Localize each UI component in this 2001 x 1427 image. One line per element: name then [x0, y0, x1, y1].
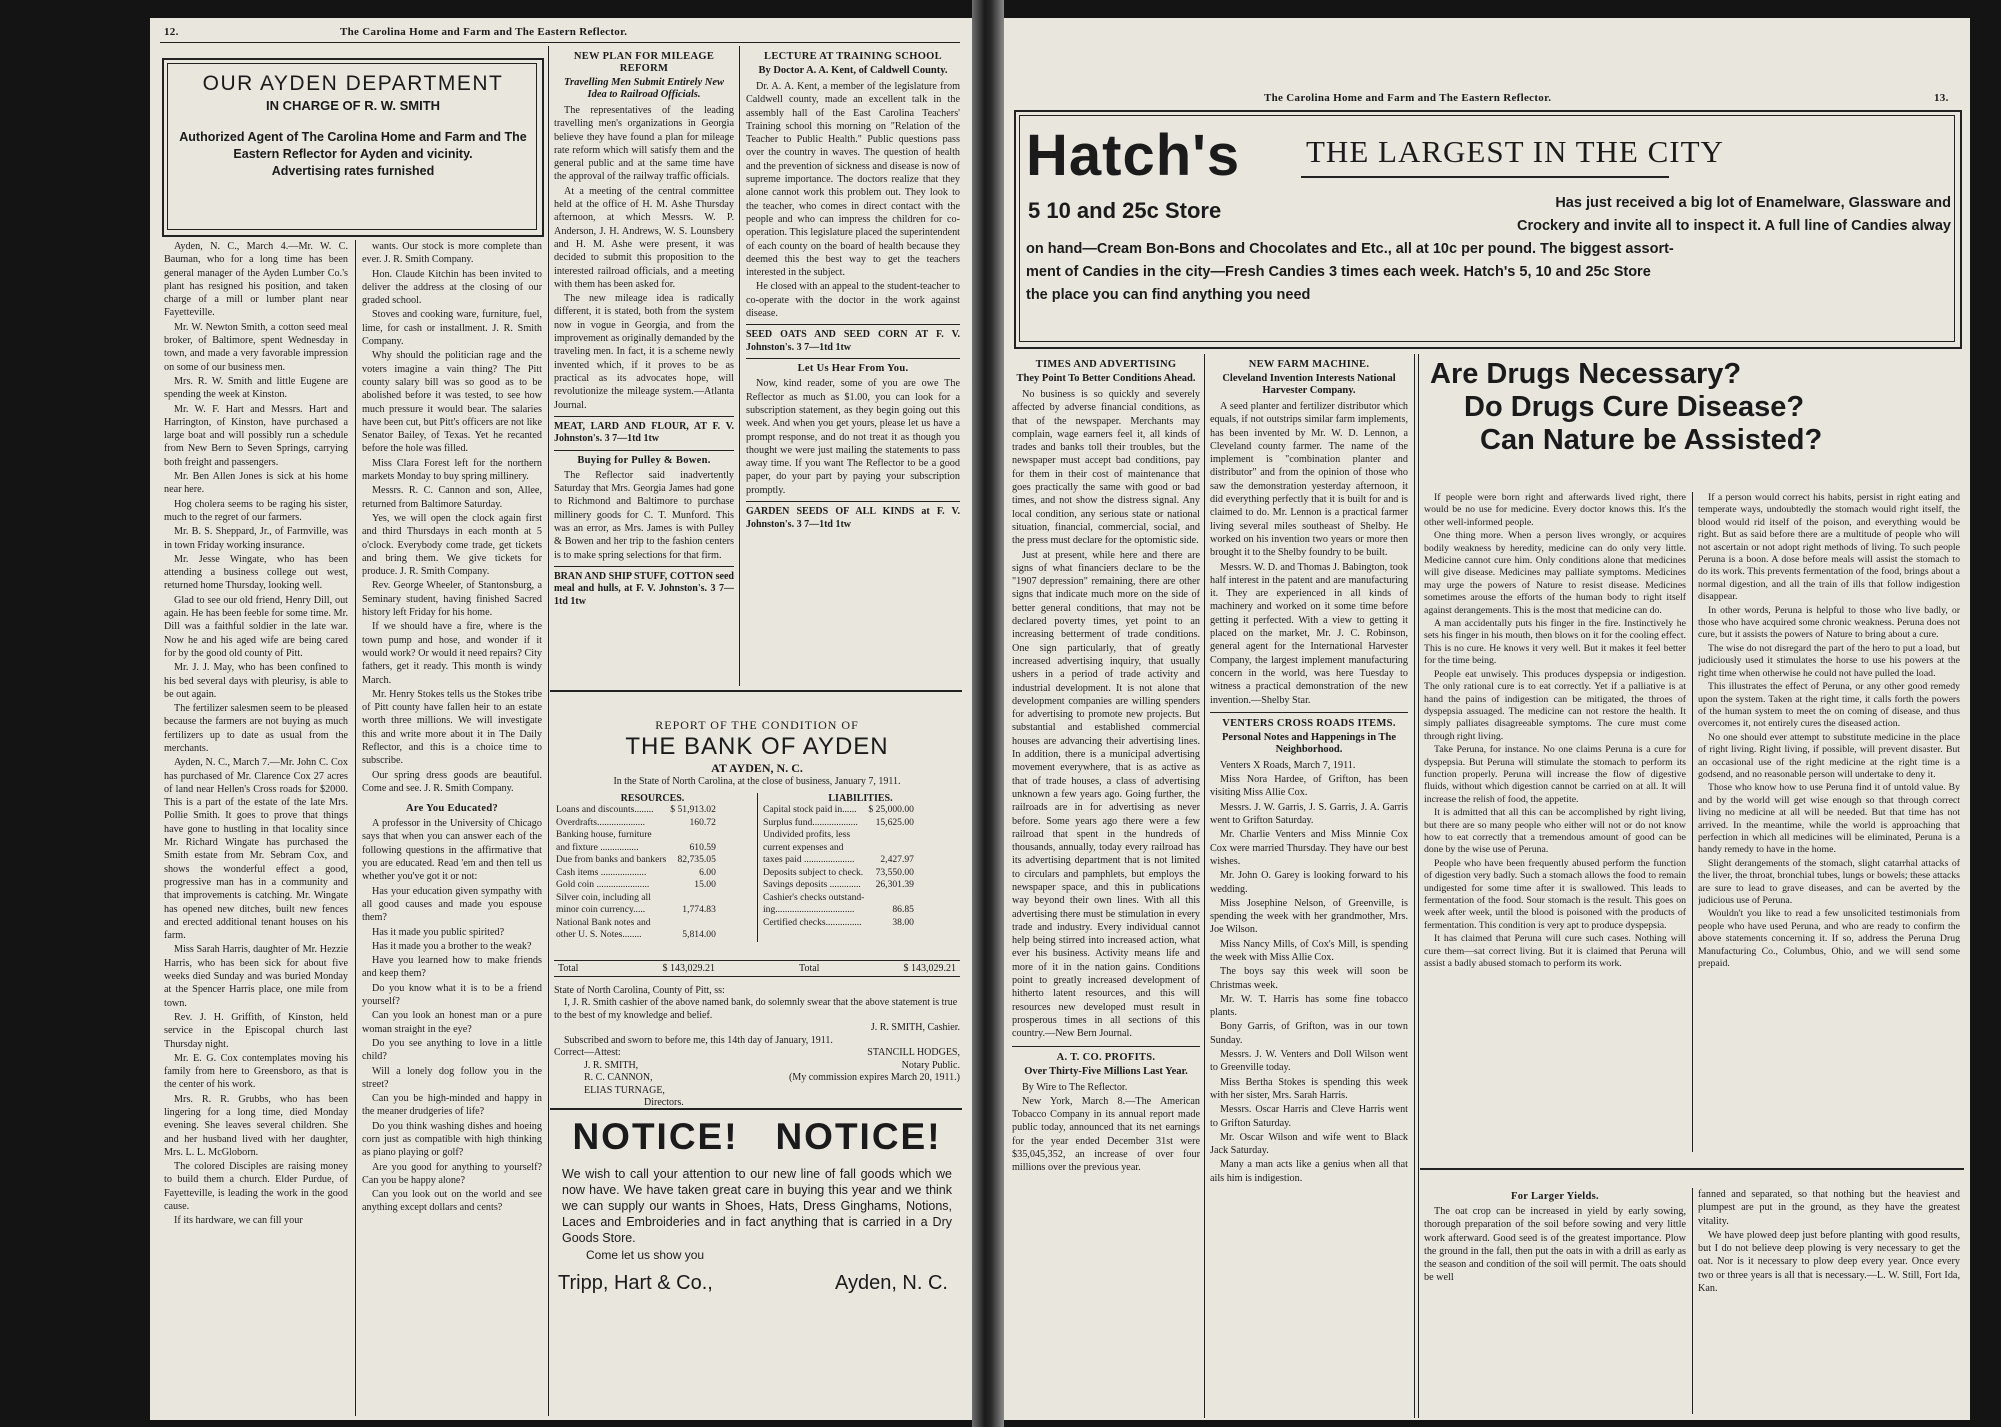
bank-liabilities-label: LIABILITIES.	[828, 793, 893, 804]
dept-agent-line-2: Eastern Reflector for Ayden and vicinity.	[233, 147, 473, 161]
ayden-news-column-1	[164, 240, 348, 1418]
drugs-paragraph: Wouldn't you like to read a few unsolicited testimonials from people who have used Peruna, and who are ready to confirm the above statements concerning it. If so, address the Peruna Drug Manufacturing Co., Columbus, Ohio, and we will send some prepaid.	[1698, 908, 1960, 970]
right-page	[1004, 18, 1970, 1420]
bank-total-liabilities: $ 143,029.21	[903, 962, 956, 974]
bank-subscribed: Subscribed and sworn to before me, this 14th day of January, 1911.	[564, 1034, 833, 1046]
bank-resource-row-label: Banking house, furniture	[556, 829, 652, 840]
hatch-line-5: the place you can find anything you need	[1026, 287, 1311, 303]
venters-paragraph: Mr. Oscar Wilson and wife went to Black Jack Saturday.	[1210, 1131, 1408, 1157]
venters-paragraph: Messrs. J. W. Venters and Doll Wilson went to Greenville today.	[1210, 1049, 1408, 1074]
educated-paragraph: Do you think washing dishes and hoeing corn just as compatible with high thinking as piano playing or golf?	[362, 1120, 542, 1159]
news-paragraph: Ayden, N. C., March 7.—Mr. John C. Cox has purchased of Mr. Clarence Cox 27 acres of land near Hellen's Cross roads for $2000. This is a part of the estate of the late Mrs. Pollie Smith. It goes to prove that things have gone to hustling in that locality since Mr. Richard Wingate has purchased the Smith estate from Mr. Sebram Cox, and shows the wonderful effect a good, progressive man has in a community and that improvements is catching. Mr. Wingate has opened new ditches, built new fences and erected additional tenant houses on his farm.	[164, 757, 348, 942]
hatch-line-3: on hand—Cream Bon-Bons and Chocolates and Etc., all at 10c per pound. The biggest assort-	[1026, 241, 1674, 257]
meat-ad: MEAT, LARD AND FLOUR, AT F. V. Johnston's. 3 7—1td 1tw	[554, 420, 734, 445]
bank-liability-row-value	[866, 892, 916, 905]
bran-ad: BRAN AND SHIP STUFF, COTTON seed meal and hulls, at F. V. Johnston's. 3 7—1td 1tw	[554, 570, 734, 607]
bank-resource-row	[554, 854, 718, 867]
bank-place: AT AYDEN, N. C.	[711, 761, 803, 775]
educated-paragraph: Can you look an honest man or a pure woman straight in the eye?	[362, 1010, 542, 1035]
bank-liability-row	[761, 817, 916, 830]
news-paragraph: Hog cholera seems to be raging his sister, much to the regret of our farmers.	[164, 498, 348, 523]
hatch-ad	[1014, 110, 1962, 349]
bank-director: R. C. CANNON,	[584, 1072, 653, 1083]
educated-paragraph: Do you see anything to love in a little child?	[362, 1037, 542, 1063]
dept-agent-line-3: Advertising rates furnished	[271, 164, 435, 178]
yields-heading: For Larger Yields.	[1511, 1191, 1599, 1202]
educated-paragraph: Will a lonely dog follow you in the street?	[362, 1065, 542, 1090]
bank-liability-row-value: 73,550.00	[875, 866, 914, 878]
bank-liability-row-value: $ 25,000.00	[868, 804, 914, 815]
drugs-line-2: Do Drugs Cure Disease?	[1464, 391, 1805, 423]
yields-text-a: The oat crop can be increased in yield by early sowing, thorough preparation of the soil before sowing and very little work afterward. Good seed is of the greatest importance. Plow the ground in the fall, then put the oats in with a drill as early as the season and condition of the soil will permit. The oats should be well	[1424, 1206, 1686, 1284]
news-paragraph: Mr. Ben Allen Jones is sick at his home near here.	[164, 471, 348, 496]
hatch-line-2: Crockery and invite all to inspect it. A full line of Candies alway	[1516, 218, 1951, 234]
drugs-line-3: Can Nature be Assisted?	[1480, 424, 1823, 456]
news-paragraph: Stoves and cooking ware, furniture, fuel, lime, for cash or installment. J. R. Smith Company.	[362, 309, 542, 348]
dept-title: OUR AYDEN DEPARTMENT	[202, 72, 504, 95]
farm-paragraph: A seed planter and fertilizer distributor which equals, if not outstrips similar farm implements, has been invented by Mr. W. D. Lennon, a Cleveland county farmer. The name of the implement is "combination planter and distributor" and from the opinion of those who saw the demonstration yesterday afternoon, it did everything perfectly that it is built for and is claimed to do. Mr. Lennon is a practical farmer living several miles southeast of Shelby. He worked on his invention two years or more then brought it to the Shelby foundry to be built.	[1210, 401, 1408, 559]
bank-state-line: In the State of North Carolina, at the close of business, January 7, 1911.	[613, 776, 901, 787]
bank-liability-row-label: Certified checks...............	[763, 916, 862, 928]
drugs-column-b	[1698, 492, 1960, 1152]
news-paragraph: Miss Clara Forest left for the northern markets Monday to buy spring millinery.	[362, 457, 542, 483]
venters-paragraph: Miss Bertha Stokes is spending this week with her sister, Mrs. Sarah Harris.	[1210, 1076, 1408, 1101]
times-advertising-column	[1012, 356, 1200, 1416]
venters-paragraph: Mr. W. T. Harris has some fine tobacco plants.	[1210, 993, 1408, 1019]
venters-paragraph: Many a man acts like a genius when all that ails him is indigestion.	[1210, 1159, 1408, 1184]
drugs-paragraph: A man accidentally puts his finger in the fire. Instinctively he sets his finger in his mouth, then blows on it for the cooling effect. This is no cure. He knows it very well. But it makes it feel better for the time being.	[1424, 618, 1686, 667]
news-paragraph: If we should have a fire, where is the town pump and hose, and wonder if it would work? Or would it need repairs? City fathers, get it ready. This month is windy March.	[362, 621, 542, 686]
drugs-paragraph: The wise do not disregard the part of the hero to put a load, but judiciously used it stimulates the horse to use his powers at the right time when otherwise he could not have pulled the load.	[1698, 642, 1960, 679]
bank-resource-row-label: and fixture ................	[556, 841, 639, 853]
bank-liability-row-value	[866, 842, 916, 855]
news-paragraph: Ayden, N. C., March 4.—Mr. W. C. Bauman, who for a long time has been general manager of the Ayden Lumber Co.'s plant has resigned his position, and taken charge of a mill or lumber plant near Fayetteville.	[164, 241, 348, 319]
drugs-paragraph: Take Peruna, for instance. No one claims Peruna is a cure for dyspepsia. But Peruna will stimulate the stomach to perform its function properly. Peruna will increase the flow of digestive fluids, without which digestion cannot be carried on at all. It will increase the relish of food, the appetite.	[1424, 744, 1686, 805]
atco-subheading: Over Thirty-Five Millions Last Year.	[1024, 1065, 1188, 1077]
lecture-column	[746, 48, 960, 688]
bank-liability-row-value: 26,301.39	[875, 879, 914, 890]
bank-resource-row	[554, 842, 718, 855]
lecture-subheading: By Doctor A. A. Kent, of Caldwell County.	[758, 65, 948, 76]
bank-resource-row	[554, 867, 718, 880]
venters-paragraph: The boys say this week will soon be Christmas week.	[1210, 966, 1408, 991]
bank-resource-row-value	[668, 917, 718, 930]
bank-resource-row-label: Silver coin, including all	[556, 891, 651, 903]
news-paragraph: Mr. W. Newton Smith, a cotton seed meal broker, of Baltimore, spent Wednesday in town, and made a very favorable impression on some of our business men.	[164, 321, 348, 373]
bank-total-label-2: Total	[799, 962, 820, 974]
dept-subtitle: IN CHARGE OF R. W. SMITH	[265, 98, 441, 113]
hatch-line-1: Has just received a big lot of Enamelware, Glassware and	[1555, 195, 1951, 211]
bank-resource-row-label: Gold coin ......................	[556, 879, 650, 890]
news-paragraph: The fertilizer salesmen seem to be pleased because the farmers are not buying as much fertilizers up to date as usual from the merchants.	[164, 703, 348, 754]
bank-liability-row	[761, 804, 916, 817]
bank-correct-attest: Correct—Attest:	[554, 1047, 621, 1058]
mileage-paragraph: At a meeting of the central committee held at the office of H. M. Ashe Thursday afternoon, at which Messrs. W. P. Anderson, J. H. Andrews, W. S. Lounsbery and H. M. Ashe were present, it was decided to submit this proposition to the interested railroad officials, and a meeting with them has been asked for.	[554, 185, 734, 290]
bank-directors-label: Directors.	[644, 1097, 684, 1108]
farm-venters-column	[1210, 356, 1408, 1416]
bank-liability-row	[761, 867, 916, 880]
bank-resource-row	[554, 804, 718, 817]
news-paragraph: Mr. E. G. Cox contemplates moving his family from here to Greensboro, as that is the center of his work.	[164, 1052, 348, 1091]
bank-resource-row-value: 82,735.05	[677, 854, 716, 865]
bank-liability-row	[761, 917, 916, 930]
drugs-paragraph: One thing more. When a person lives wrongly, or acquires bodily weakness by heredity, medicine can do only very little. Medicine cannot cure him. Only conditions alone that medicines will give disease. Medicines may palliate symptoms. Medicines may urge the powers of Nature to resist disease. Medicines sometimes arouse the efforts of the human body to right itself against derangements. This is the most that medicine can do.	[1424, 530, 1686, 616]
bank-resource-row	[554, 817, 718, 830]
bank-resource-row	[554, 904, 718, 917]
bank-liability-row-value: 38.00	[892, 916, 914, 928]
bank-liability-row-value: 15,625.00	[875, 816, 914, 828]
notice-word-1: NOTICE!	[572, 1116, 739, 1157]
bank-resource-row	[554, 879, 718, 892]
yields-column-b	[1698, 1188, 1960, 1414]
news-paragraph: Miss Sarah Harris, daughter of Mr. Hezzie Harris, who has been sick for about five weeks died Sunday and was buried Monday at the Spencer Harris place, one mile from town.	[164, 944, 348, 1009]
bank-resource-row-label: minor coin currency.....	[556, 904, 646, 915]
yields-article	[1424, 1188, 1964, 1416]
bank-resource-row-label: Due from banks and bankers	[556, 854, 667, 865]
bank-resource-row-label: Overdrafts....................	[556, 816, 645, 828]
drugs-paragraph: People who have been frequently abused perform the function of digestion very badly. Such a stomach allows the food to remain undigested for some time after it is swallowed. This leads to fermentation of the food. Sour stomach is the result. This goes on week after week, until the blood is poisoned with the products of fermentation. This condition is very apt to produce dyspepsia.	[1424, 857, 1686, 931]
bank-resource-row-value	[668, 829, 718, 842]
bank-resource-row-label: Loans and discounts........	[556, 804, 654, 815]
drugs-paragraph: No one should ever attempt to substitute medicine in the place of right living. Right living, if possible, will prevent disaster. But an occasional use of the right medicine at the right time is a godsend, and no reasonable person will undertake to deny it.	[1698, 731, 1960, 780]
ayden-department-box	[162, 58, 544, 237]
educated-paragraph: A professor in the University of Chicago says that when you can answer each of the following questions in the affirmative that you are educated. Read 'em and then tell us whether you've got it or not:	[362, 818, 542, 883]
drugs-paragraph: It has claimed that Peruna will cure such cases. Nothing will cure them—sat correct living. But it is claimed that Peruna will assist a badly abused stomach to perform its work.	[1424, 933, 1686, 970]
bank-resource-row-value: 610.59	[689, 841, 716, 853]
bank-total-label: Total	[558, 962, 579, 974]
times-paragraph: No business is so quickly and severely affected by adverse financial conditions, as that of the newspaper. Merchants may complain, wage earners feel it, all kinds of trades and banks toll their troubles, but the newspaper must accept bad conditions, pay for them in their cost of maintenance that goes practically the same with good or bad times, and not show the distress signal. Any local condition, any serious state or national situation, financial, commercial, social, and the press must declare for the optomistic side.	[1012, 389, 1200, 547]
atco-paragraph: New York, March 8.—The American Tobacco Company in its annual report made public today, announced that its net earnings for the year ended December 31st were $35,045,352, an increase of over four millions over the previous year.	[1012, 1095, 1200, 1174]
news-paragraph: wants. Our stock is more complete than ever. J. R. Smith Company.	[362, 241, 542, 266]
notice-firm: Tripp, Hart & Co.,	[558, 1272, 713, 1294]
educated-paragraph: Has your education given sympathy with all good causes and made you espouse them?	[362, 885, 542, 924]
notice-word-2: NOTICE!	[775, 1116, 942, 1157]
bank-name: THE BANK OF AYDEN	[625, 733, 889, 760]
bank-resource-row-value: 1,774.83	[682, 904, 716, 915]
educated-paragraph: Can you be high-minded and happy in the meaner drudgeries of life?	[362, 1093, 542, 1118]
mileage-heading: NEW PLAN FOR MILEAGE REFORM	[573, 51, 715, 74]
bank-resource-row-value: 6.00	[699, 866, 716, 878]
news-paragraph: Rev. J. H. Griffith, of Kinston, held service in the Episcopal church last Thursday night.	[164, 1011, 348, 1050]
ayden-news-column-2	[362, 240, 542, 1418]
hatch-store: 5 10 and 25c Store	[1028, 198, 1222, 223]
pulley-heading: Buying for Pulley & Bowen.	[577, 454, 711, 466]
mileage-paragraph: The representatives of the leading travelling men's organizations in Georgia believe they have found a plan for mileage rate reform which will satisfy them and the general public and at the same time have the approval of the railway traffic officials.	[554, 105, 734, 183]
news-paragraph: Mr. J. J. May, who has been confined to his bed several days with pleurisy, is able to be out again.	[164, 662, 348, 700]
news-paragraph: Mr. Jesse Wingate, who has been attending a business college out west, returned home Thursday, looking well.	[164, 553, 348, 592]
farm-paragraph: Messrs. W. D. and Thomas J. Babington, took half interest in the patent and are manufacturing it. They are experienced in all kinds of machinery and worked on it some time before getting it perfected. With a view to getting it placed on the market, Mr. J. C. Robinson, general agent for the International Harvester Company, the largest implement manufacturing concern in the world, was here Tuesday to witness a practical demonstration of the new invention.—Shelby Star.	[1210, 561, 1408, 706]
educated-paragraph: Has it made you a brother to the weak?	[372, 940, 532, 952]
bank-liability-row-label: taxes paid .....................	[763, 854, 855, 865]
bank-liability-row	[761, 829, 916, 842]
venters-paragraph: Messrs. Oscar Harris and Cleve Harris went to Grifton Saturday.	[1210, 1104, 1408, 1129]
venters-subheading: Personal Notes and Happenings in The Neighborhood.	[1222, 731, 1396, 755]
pulley-text: The Reflector said inadvertently Saturday that Mrs. Georgia James had gone to Richmond and Baltimore to purchase millinery goods for C. T. Munford. This was an error, as Mrs. James is with Pulley & Bowen and her trip to the fashion centers is to make spring selections for that firm.	[554, 469, 734, 561]
venters-paragraph: Mr. John O. Garey is looking forward to his wedding.	[1210, 870, 1408, 895]
bank-liability-row-value: 86.85	[892, 904, 914, 915]
lecture-paragraph: He closed with an appeal to the student-teacher to co-operate with the doctor in the work against disease.	[746, 281, 960, 320]
educated-paragraph: Are you good for anything to yourself? Can you be happy alone?	[362, 1161, 542, 1186]
drugs-paragraph: It is admitted that all this can be accomplished by right living, but there are so many people who either will not or do not know how to eat correctly that a tremendous amount of good can be done by the wise use of Peruna.	[1424, 807, 1686, 856]
news-paragraph: Mrs. R. W. Smith and little Eugene are spending the week at Kinston.	[164, 375, 348, 401]
venters-heading: VENTERS CROSS ROADS ITEMS.	[1222, 717, 1396, 729]
dept-agent-line-1: Authorized Agent of The Carolina Home and Farm and The	[179, 130, 527, 144]
yields-text-b: fanned and separated, so that nothing but the heaviest and plumpest are put in the ground, as they have the greatest vitality.	[1698, 1189, 1960, 1227]
news-paragraph: Hon. Claude Kitchin has been invited to deliver the address at the closing of our graded school.	[362, 268, 542, 307]
yields-text-b2: We have plowed deep just before planting with good results, but I do not believe deep plowing is very necessary to get the oat. Nor is it necessary to plow deep every year. Once every two or three years is all that is necessary.—L. W. Still, Fort Ida, Kan.	[1698, 1229, 1960, 1295]
farm-heading: NEW FARM MACHINE.	[1248, 359, 1370, 370]
bank-liability-row	[761, 904, 916, 917]
lecture-heading: LECTURE AT TRAINING SCHOOL	[764, 51, 942, 62]
news-paragraph: Yes, we will open the clock again first and third Thursdays in each month at 5 o'clock. Everybody come trade, get tickets and bring them. We give tickets for produce. J. R. Smith Company.	[362, 512, 542, 578]
bank-liability-row	[761, 879, 916, 892]
educated-paragraph: Can you look out on the world and see anything except dollars and cents?	[362, 1189, 542, 1214]
bank-resource-row	[554, 892, 718, 905]
hatch-name: Hatch's	[1026, 123, 1241, 188]
mileage-paragraph: The new mileage idea is radically different, it is stated, both from the system now in vogue in Georgia, and from the improvement as originally demanded by the traveling men. In fact, it is a scheme newly invented which, if it proves to be as practical as its advocates hope, will revolutionize the mileage system.—Atlanta Journal.	[554, 293, 734, 411]
venters-paragraph: Mr. Charlie Venters and Miss Minnie Cox Cox were married Thursday. They have our best wishes.	[1210, 829, 1408, 867]
news-paragraph: If its hardware, we can fill your	[174, 1215, 303, 1227]
bank-liability-row-label: ing.................................	[763, 904, 855, 915]
atco-paragraph: By Wire to The Reflector.	[1022, 1081, 1128, 1093]
venters-paragraph: Messrs. J. W. Garris, J. S. Garris, J. A. Garris went to Grifton Saturday.	[1210, 801, 1408, 827]
notice-come: Come let us show you	[586, 1248, 705, 1262]
drugs-paragraph: Slight derangements of the stomach, slight catarrhal attacks of the liver, the throat, bronchial tubes, lungs or bowels; these attacks are sure to lead to grave diseases, and can be averted by the judicious use of Peruna.	[1698, 857, 1960, 906]
news-paragraph: Messrs. R. C. Cannon and son, Allee, returned from Baltimore Saturday.	[362, 485, 542, 510]
yields-column-a	[1424, 1188, 1686, 1414]
bank-liability-row	[761, 854, 916, 867]
atco-heading: A. T. CO. PROFITS.	[1056, 1051, 1156, 1063]
drugs-column-a	[1424, 492, 1686, 1152]
news-paragraph: Our spring dress goods are beautiful. Come and see. J. R. Smith Company.	[362, 769, 542, 794]
mileage-subheading: Travelling Men Submit Entirely New Idea to Railroad Officials.	[563, 77, 725, 100]
educated-heading: Are You Educated?	[405, 803, 499, 815]
bank-resource-row	[554, 929, 718, 942]
news-paragraph: Glad to see our old friend, Henry Dill, out again. He has been feeble for some time. Mr. Dill was a faithful soldier in the late war. Now he and his aged wife are being cared for by the good old county of Pitt.	[164, 594, 348, 659]
news-paragraph: Mr. W. F. Hart and Messrs. Hart and Harrington, of Kinston, have purchased a large boat and will possibly run a schedule from New Bern to Seven Springs, carrying both freight and passengers.	[164, 403, 348, 468]
bank-resource-row-label: other U. S. Notes........	[556, 929, 642, 940]
bank-resource-row-value: 5,814.00	[682, 929, 716, 940]
times-paragraph: Just at present, while here and there are signs of what financiers declare to be the "1907 depression" remaining, there are other signs that indicate much more on the side of better general conditions, that may not be declared poverty times, yet point to an increasing betterment of trade conditions. One sign particularly, that of greatly increased advertising inquiry, that usually ushers in a period of trade activity and industrial development. It is not alone that development companies are willing spenders for advertising to promote new projects. But substantial and established commercial houses are advancing their advertising lines. In addition, there is a municipal advertising movement everywhere, that is as active as that of trade houses, a class of advertising unknown a few years ago. Going further, the railroads are in for advertising as never before. Some years ago there were a few railroad that spent in the hundreds of thousands, annually, today every railroad has its advertising department that is not limited to circulars and pamphlets, but employs the newspaper space, and this in publications way beyond their own lines. With all this advertising there must be stimulation in every trade and industry. Every individual cannot help being stirred into increased action, what ever his business. Activity means life and more of it in the nation gains. Conditions point to greatly increased development of hitherto latent resources, and this will resources new developed must result in prosperous times in all sections of this country.—New Bern Journal.	[1012, 549, 1200, 1040]
seed-oats-ad: SEED OATS AND SEED CORN AT F. V. Johnston's. 3 7—1td 1tw	[746, 329, 960, 353]
bank-oath: I, J. R. Smith cashier of the above named bank, do solemnly swear that the above statement is true to the best of my knowledge and belief.	[554, 997, 958, 1021]
drugs-paragraph: Those who know how to use Peruna find it of untold value. By and by the world will get wise enough so that through correct living no medicine at all will be needed. But that time has not arrived. In the meantime, while the world is approaching that perfection in which all medicines will be eliminated, Peruna is a handy remedy to have in the home.	[1698, 782, 1960, 856]
mileage-column	[554, 48, 734, 688]
drugs-line-1: Are Drugs Necessary?	[1430, 358, 1742, 390]
notice-town: Ayden, N. C.	[834, 1272, 948, 1294]
educated-paragraph: Have you learned how to make friends and keep them?	[362, 955, 542, 980]
news-paragraph: Mr. Henry Stokes tells us the Stokes tribe of Pitt county have fallen heir to an estate worth three millions. We will investigate this and write more about it in The Daily Reflector, and this is a choice time to subscribe.	[362, 688, 542, 767]
page-number-left: 12.	[164, 26, 179, 38]
times-subheading: They Point To Better Conditions Ahead.	[1016, 373, 1196, 384]
educated-paragraph: Do you know what it is to be a friend yourself?	[362, 982, 542, 1008]
drugs-paragraph: This illustrates the effect of Peruna, or any other good remedy upon the system. Taken at the right time, it calls forth the powers of the human system to meet the on coming of disease, and thus overcomes it, not entirely cures the diseased action.	[1698, 681, 1960, 730]
bank-notary-title: Notary Public.	[901, 1059, 960, 1071]
bank-liability-row-label: Undivided profits, less	[763, 829, 851, 840]
venters-paragraph: Miss Josephine Nelson, of Greenville, is spending the week with her grandmother, Mrs. Joe Wilson.	[1210, 897, 1408, 936]
times-heading: TIMES AND ADVERTISING	[1035, 359, 1177, 370]
bank-report	[554, 718, 960, 1108]
venters-paragraph: Venters X Roads, March 7, 1911.	[1220, 759, 1356, 771]
bank-cashier: J. R. SMITH, Cashier.	[870, 1022, 960, 1033]
bank-total-resources: $ 143,029.21	[662, 962, 715, 974]
drugs-ad	[1424, 358, 1964, 1158]
venters-paragraph: Bony Garris, of Grifton, was in our town Sunday.	[1210, 1021, 1408, 1046]
bank-liability-row-label: Surplus fund...................	[763, 816, 858, 828]
page-number-right: 13.	[1934, 92, 1949, 104]
hear-heading: Let Us Hear From You.	[797, 363, 909, 375]
bank-report-heading: REPORT OF THE CONDITION OF	[655, 718, 859, 732]
drugs-paragraph: People eat unwisely. This produces dyspepsia or indigestion. The only rational cure is to eat correctly. Yet if a palliative is at hand the pains of indigestion can be mitigated, the throes of dyspepsia assuaged. The medicine can not restore the health. It simply palliates disagreeable symptoms. The cure must come through right living.	[1424, 668, 1686, 742]
binding-gutter	[972, 0, 1004, 1427]
left-page	[150, 18, 972, 1420]
bank-liability-row-label: Deposits subject to check.	[763, 866, 864, 878]
bank-resource-row-label: Cash items ...................	[556, 866, 647, 878]
bank-commission: (My commission expires March 20, 1911.)	[789, 1072, 960, 1083]
lecture-paragraph: Dr. A. A. Kent, a member of the legislature from Caldwell county, made an excellent talk in the assembly hall of the East Carolina Teachers' Training school this morning on "Relation of the Teacher to Public Health." Public questions pass over the country in waves. The question of health and the prevention of sickness and disease is now of supreme importance. The doctors realize that they alone cannot work this problem out. They look to the teacher, who comes in direct contact with the people and who can impress the children for co-operation. This legislature placed the superintendent of each county on the board of health because they deemed this the best way to get the teachers interested in the subject.	[746, 81, 960, 279]
bank-liability-row-label: current expenses and	[763, 841, 844, 853]
notice-ad	[554, 1116, 960, 1396]
bank-resources-label: RESOURCES.	[620, 793, 685, 804]
bank-director: J. R. SMITH,	[584, 1059, 639, 1071]
news-paragraph: Rev. George Wheeler, of Stantonsburg, a Seminary student, having finished Sacred history left Friday for his home.	[362, 580, 542, 619]
bank-liability-row-value: 2,427.97	[880, 854, 914, 865]
running-head-left: The Carolina Home and Farm and The Eastern Reflector.	[340, 26, 628, 38]
bank-liabilities-table	[761, 804, 916, 929]
bank-resource-row-value: $ 51,913.02	[670, 804, 716, 815]
bank-resource-row-value: 160.72	[689, 816, 716, 828]
bank-liability-row-label: Capital stock paid in......	[763, 804, 857, 815]
news-paragraph: Why should the politician rage and the voters imagine a vain thing? The Pitt county salary bill was so good as to be abolished before it was tested, to see how much pressure it would bear. The salaries have been cut, but Pitt's officers are not like Senator Bailey, of Texas. Yet he recanted before the hole was filled.	[362, 350, 542, 455]
news-paragraph: The colored Disciples are raising money to build them a church. Elder Purdue, of Fayetteville, is leading the work in the good cause.	[164, 1161, 348, 1213]
bank-liability-row-label: Savings deposits .............	[763, 879, 861, 890]
notice-text: We wish to call your attention to our new line of fall goods which we now have. We have taken great care in buying this year and we think we can supply our wants in Shoes, Hats, Dress Ginghams, Notions, Laces and Embroideries and in fact anything that is carried in a Dry Goods Store.	[562, 1167, 952, 1245]
bank-liability-row-label: Cashier's checks outstand-	[763, 891, 865, 903]
bank-liability-row-value	[866, 829, 916, 842]
bank-notary-name: STANCILL HODGES,	[867, 1047, 960, 1058]
bank-resources-table	[554, 804, 718, 942]
venters-paragraph: Miss Nora Hardee, of Grifton, has been visiting Miss Allie Cox.	[1210, 774, 1408, 799]
news-paragraph: Mrs. R. R. Grubbs, who has been lingering for a long time, died Monday evening. She leaves several children. She and her husband lived with her daughter, Mrs. L. L. McGloborn.	[164, 1093, 348, 1158]
bank-resource-row-label: National Bank notes and	[556, 916, 651, 928]
venters-paragraph: Miss Nancy Mills, of Cox's Mill, is spending the week with Miss Allie Cox.	[1210, 938, 1408, 963]
bank-liability-row	[761, 842, 916, 855]
drugs-paragraph: If a person would correct his habits, persist in right eating and temperate ways, undoubtedly the stomach would right itself, the blood would rid itself of the poison, and everything would be right. But as said before there are a multitude of people who will not ascertain or not adopt right methods of living. To such people Peruna is a boon. A dose before meals will assist the stomach to do its work. This prevents fermentation of the food, brings about a normal digestion, and all the train of ills that follow indigestion disappear.	[1698, 492, 1960, 603]
drugs-paragraph: If people were born right and afterwards lived right, there would be no use for medicine. Every doctor knows this. It's the other well-informed people.	[1424, 492, 1686, 528]
bank-county-line: State of North Carolina, County of Pitt, ss:	[554, 984, 725, 996]
educated-paragraph: Has it made you public spirited?	[372, 926, 505, 938]
news-paragraph: Mr. B. S. Sheppard, Jr., of Farmville, was in town Friday working insurance.	[164, 526, 348, 551]
farm-subheading: Cleveland Invention Interests National Harvester Company.	[1222, 373, 1396, 396]
hear-text: Now, kind reader, some of you are owe The Reflector as much as $1.00, you can look for a subscription statement, as they begin going out this week. And when you get yours, please let us have a prompt response, and do not treat it as though you thought we were just mailing the statements to pass away time. If you want The Reflector to be a good paper, do your part by paying your subscription promptly.	[746, 378, 960, 496]
bank-director: ELIAS TURNAGE,	[584, 1084, 665, 1096]
hatch-headline: THE LARGEST IN THE CITY	[1306, 134, 1724, 169]
bank-resource-row-value: 15.00	[694, 879, 716, 890]
running-head-right: The Carolina Home and Farm and The Eastern Reflector.	[1264, 92, 1552, 104]
bank-resource-row	[554, 917, 718, 930]
bank-resource-row-value	[668, 892, 718, 905]
garden-ad: GARDEN SEEDS OF ALL KINDS at F. V. Johnston's. 3 7—1td 1tw	[746, 506, 960, 530]
drugs-paragraph: In other words, Peruna is helpful to those who live badly, or those who have acquired some chronic weakness. Peruna does not cure, but it assists the powers of Nature to bring about a cure.	[1698, 604, 1960, 641]
bank-liability-row	[761, 892, 916, 905]
hatch-line-4: ment of Candies in the city—Fresh Candies 3 times each week. Hatch's 5, 10 and 25c Store	[1026, 264, 1651, 280]
bank-resource-row	[554, 829, 718, 842]
